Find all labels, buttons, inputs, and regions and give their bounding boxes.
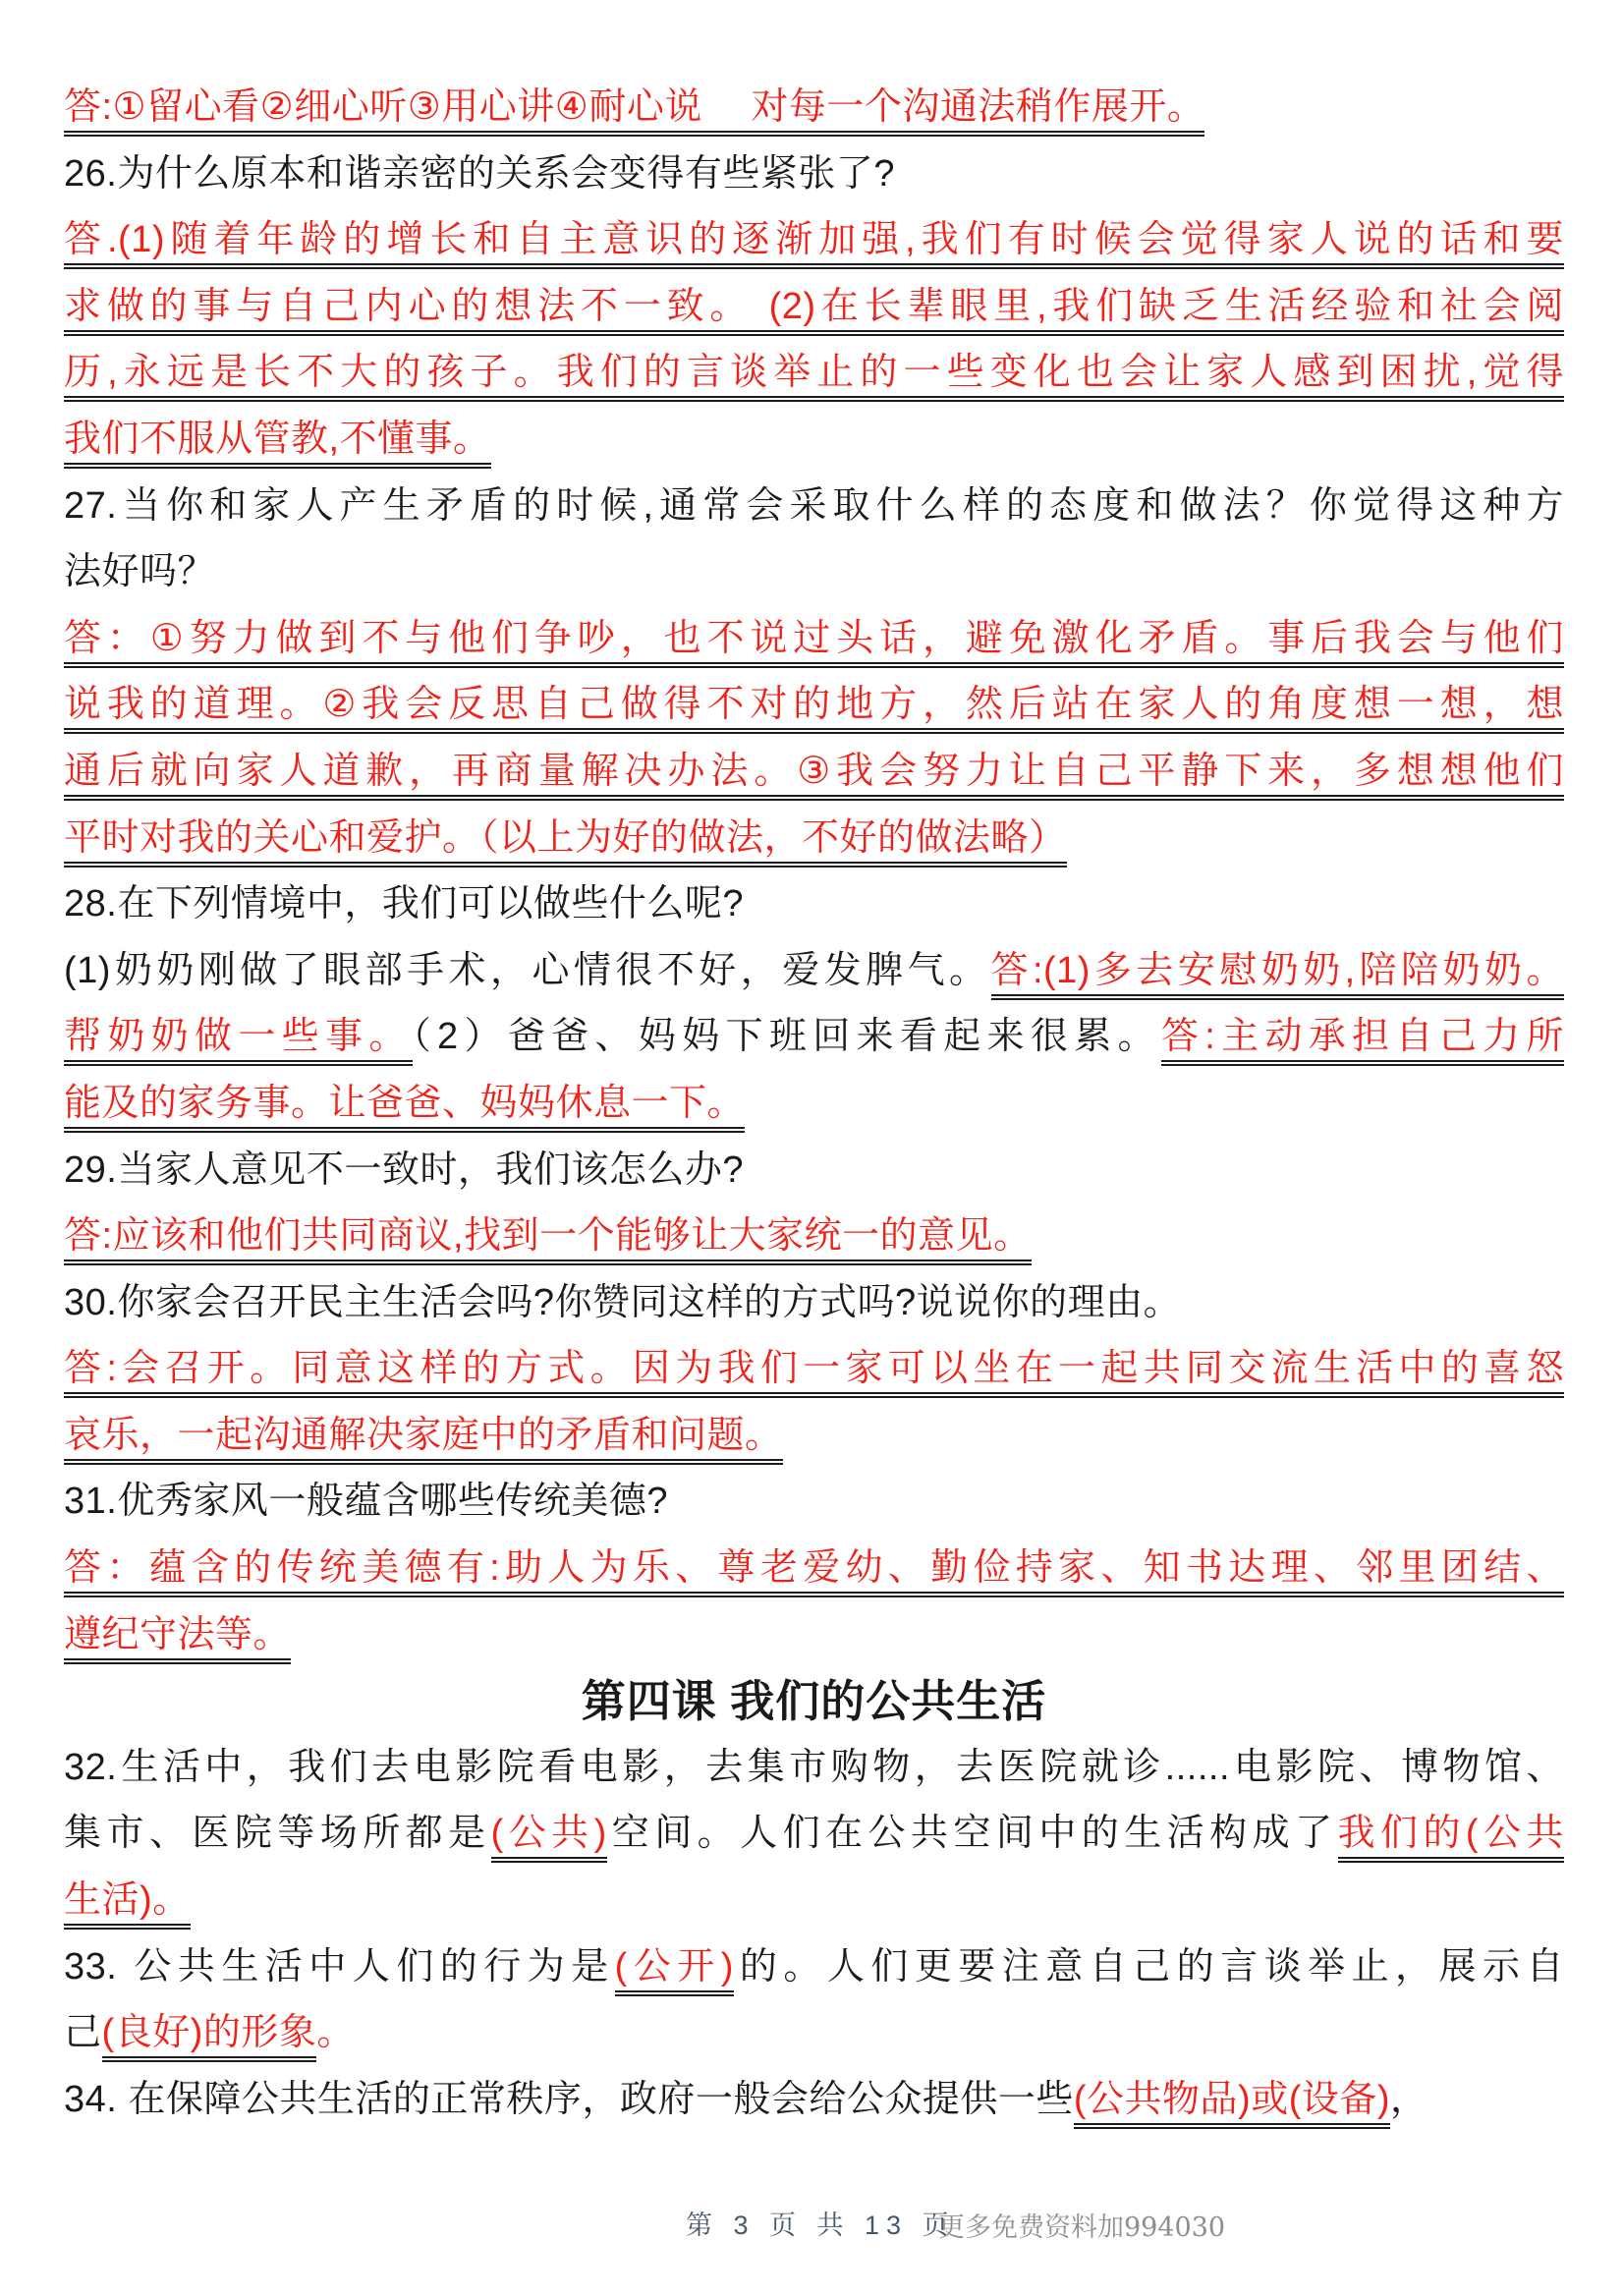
answer-text: (公开) xyxy=(615,1946,734,1996)
question-text: (1)奶奶刚做了眼部手术，心情很不好，爱发脾气。 xyxy=(64,949,991,991)
text-line xyxy=(64,1934,1564,2001)
text-line xyxy=(64,1004,1564,1071)
text-line xyxy=(64,1071,1564,1138)
answer-text: 答：蕴含的传统美德有:助人为乐、尊老爱幼、勤俭持家、知书达理、邻里团结、 xyxy=(64,1547,1564,1597)
page-footer xyxy=(0,2204,1623,2253)
text-line xyxy=(64,539,1564,606)
text-line xyxy=(64,1403,1564,1470)
answer-text: 平时对我的关心和爱护。（以上为好的做法，不好的做法略） xyxy=(64,817,1067,868)
text-line xyxy=(64,806,1564,872)
answer-text: 答：①努力做到不与他们争吵，也不说过头话，避免激化矛盾。事后我会与他们 xyxy=(64,618,1564,668)
answer-text: 求做的事与自己内心的想法不一致。 (2)在长辈眼里,我们缺乏生活经验和社会阅 xyxy=(64,286,1564,336)
question-text: 30.你家会召开民主生活会吗?你赞同这样的方式吗?说说你的理由。 xyxy=(64,1281,1182,1323)
page-number-label: 第 3 页 共 13 页 xyxy=(686,2211,956,2240)
text-line xyxy=(64,1801,1564,1868)
answer-text: 我们不服从管教,不懂事。 xyxy=(64,419,491,469)
answer-text: 哀乐，一起沟通解决家庭中的矛盾和问题。 xyxy=(64,1415,783,1465)
answer-text: 我们的(公共 xyxy=(1338,1813,1564,1863)
answer-text: 能及的家务事。让爸爸、妈妈休息一下。 xyxy=(64,1083,745,1133)
text-line xyxy=(64,2067,1564,2134)
answer-text: 答:主动承担自己力所 xyxy=(1161,1016,1564,1066)
question-text: 34. 在保障公共生活的正常秩序，政府一般会给公众提供一些 xyxy=(64,2078,1074,2120)
text-line xyxy=(64,672,1564,739)
question-text: （2）爸爸、妈妈下班回来看起来很累。 xyxy=(412,1016,1161,1058)
question-text: 27.当你和家人产生矛盾的时候,通常会采取什么样的态度和做法？你觉得这种方 xyxy=(64,484,1564,527)
question-text: 集市、医院等场所都是 xyxy=(64,1813,491,1855)
text-line xyxy=(64,1536,1564,1602)
text-line xyxy=(64,407,1564,474)
text-line xyxy=(64,1868,1564,1934)
text-line xyxy=(64,474,1564,540)
question-text: 28.在下列情境中，我们可以做些什么呢? xyxy=(64,883,744,925)
question-text: 29.当家人意见不一致时，我们该怎么办? xyxy=(64,1148,744,1191)
question-text: 法好吗？ xyxy=(64,551,216,593)
question-text: 33. 公共生活中人们的行为是 xyxy=(64,1945,615,1988)
answer-text: 答:①留心看②细心听③用心讲④耐心说 对每一个沟通法稍作展开。 xyxy=(64,86,1204,137)
answer-text: 答:(1)多去安慰奶奶,陪陪奶奶。 xyxy=(991,950,1565,1000)
answer-text: 。 xyxy=(316,2012,355,2054)
answer-text: 遵纪守法等。 xyxy=(64,1614,291,1664)
answer-text: 帮奶奶做一些事。 xyxy=(64,1016,413,1066)
question-text: 己 xyxy=(64,2012,102,2054)
text-line xyxy=(64,2000,1564,2067)
text-line xyxy=(64,1602,1564,1669)
text-line xyxy=(64,1469,1564,1536)
question-text: 第四课 我们的公共生活 xyxy=(581,1676,1047,1727)
answer-text: 答.(1)随着年龄的增长和自主意识的逐渐加强,我们有时候会觉得家人说的话和要 xyxy=(64,219,1564,269)
text-line xyxy=(64,871,1564,938)
answer-text: (公共物品)或(设备) xyxy=(1074,2079,1390,2129)
watermark-note: 更多免费资料加994030 xyxy=(938,2212,1226,2243)
answer-text: 历,永远是长不大的孩子。我们的言谈举止的一些变化也会让家人感到困扰,觉得 xyxy=(64,352,1564,402)
text-line xyxy=(64,141,1564,208)
text-line xyxy=(64,1204,1564,1270)
text-line xyxy=(64,1138,1564,1204)
text-line xyxy=(64,606,1564,673)
text-line xyxy=(64,1735,1564,1802)
text-line xyxy=(64,75,1564,141)
text-line xyxy=(64,938,1564,1005)
answer-text: (良好)的形象 xyxy=(102,2012,317,2062)
document-body xyxy=(64,75,1564,2133)
text-line xyxy=(64,274,1564,341)
answer-text: 通后就向家人道歉，再商量解决办法。③我会努力让自己平静下来，多想想他们 xyxy=(64,751,1564,801)
text-line xyxy=(64,1270,1564,1337)
question-text: ， xyxy=(1390,2078,1428,2120)
answer-text: 说我的道理。②我会反思自己做得不对的地方，然后站在家人的角度想一想，想 xyxy=(64,684,1564,734)
answer-text: 生活)。 xyxy=(64,1879,191,1930)
question-text: 的。人们更要注意自己的言谈举止，展示自 xyxy=(733,1945,1564,1988)
text-line xyxy=(64,340,1564,407)
answer-text: 答:会召开。同意这样的方式。因为我们一家可以坐在一起共同交流生活中的喜怒 xyxy=(64,1348,1564,1398)
text-line xyxy=(64,207,1564,274)
text-line xyxy=(64,739,1564,806)
question-text: 31.优秀家风一般蕴含哪些传统美德? xyxy=(64,1481,668,1523)
answer-text: 答:应该和他们共同商议,找到一个能够让大家统一的意见。 xyxy=(64,1215,1032,1265)
answer-text: (公共) xyxy=(491,1813,607,1863)
section-heading xyxy=(64,1668,1564,1735)
question-text: 空间。人们在公共空间中的生活构成了 xyxy=(606,1813,1338,1855)
question-text: 32.生活中，我们去电影院看电影，去集市购物，去医院就诊......电影院、博物馆、 xyxy=(64,1746,1564,1788)
question-text: 26.为什么原本和谐亲密的关系会变得有些紧张了? xyxy=(64,152,895,195)
text-line xyxy=(64,1336,1564,1403)
